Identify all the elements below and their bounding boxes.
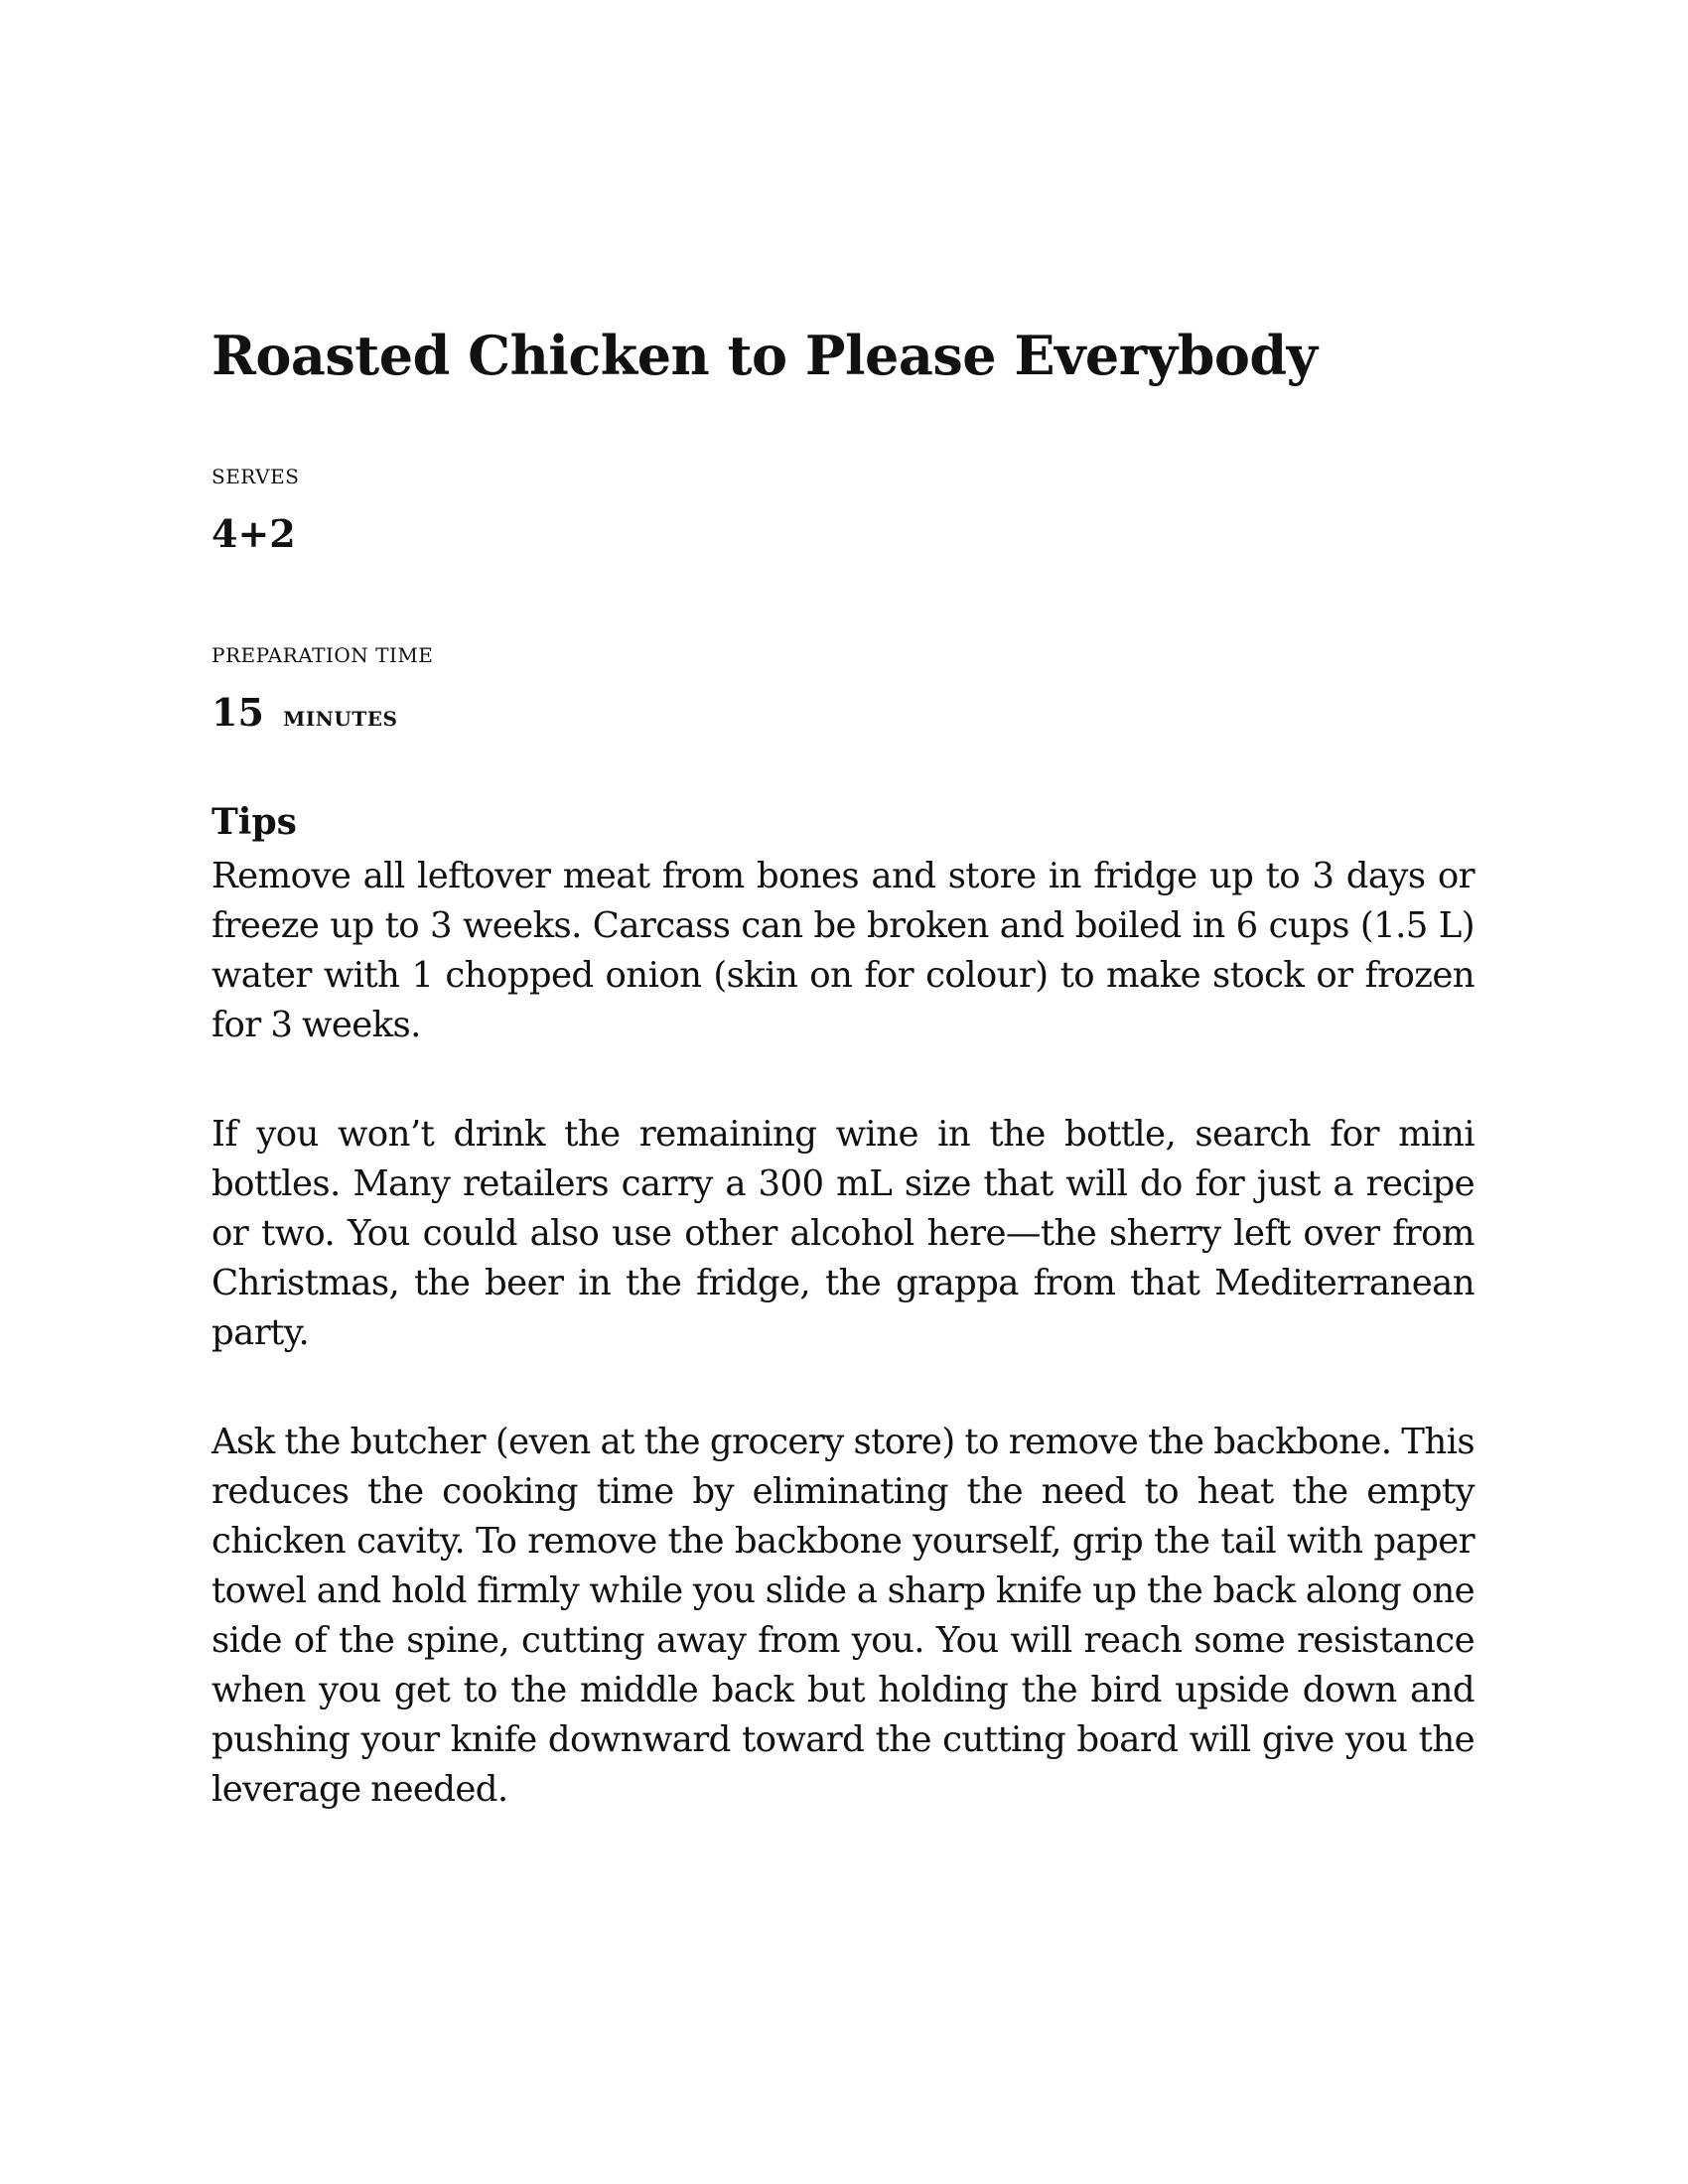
tips-section [211,798,1475,1815]
preparation-time-number: 15 [211,690,264,735]
preparation-time-label: PREPARATION TIME [211,643,434,667]
recipe-page [211,318,1475,1815]
tip-paragraph: Remove all leftover meat from bones and store in fridge up to 3 days or freeze up to 3 weeks. Carcass can be broken and boiled in 6 cups (1.5 L) water with 1 chopped onion (skin on for colour) to make stock or frozen for 3 weeks. [211,856,1475,1045]
tip-paragraph: Ask the butcher (even at the grocery store) to remove the backbone. This reduces the cooking time by eliminating the need to heat the empty chicken cavity. To remove the backbone yourself, grip the tail with paper towel and hold firmly while you slide a sharp knife up the back along one side of the spine, cutting away from you. You will reach some resistance when you get to the middle back but holding the bird upside down and pushing your knife downward toward the cutting board will give you the leverage needed. [211,1422,1475,1810]
serves-label: SERVES [211,465,300,488]
serves-value: 4+2 [211,511,296,556]
preparation-time-value [211,689,1475,743]
preparation-time-unit: MINUTES [283,707,398,731]
tip-paragraph: If you won’t drink the remaining wine in the bottle, search for mini bottles. Many retailers carry a 300 mL size that will do for just a recipe or two. You could also use other alcohol here—the sherry left over from Christmas, the beer in the fridge, the grappa from that Mediterranean party. [211,1114,1475,1353]
tips-heading: Tips [211,801,297,843]
recipe-title: Roasted Chicken to Please Everybody [211,324,1318,387]
